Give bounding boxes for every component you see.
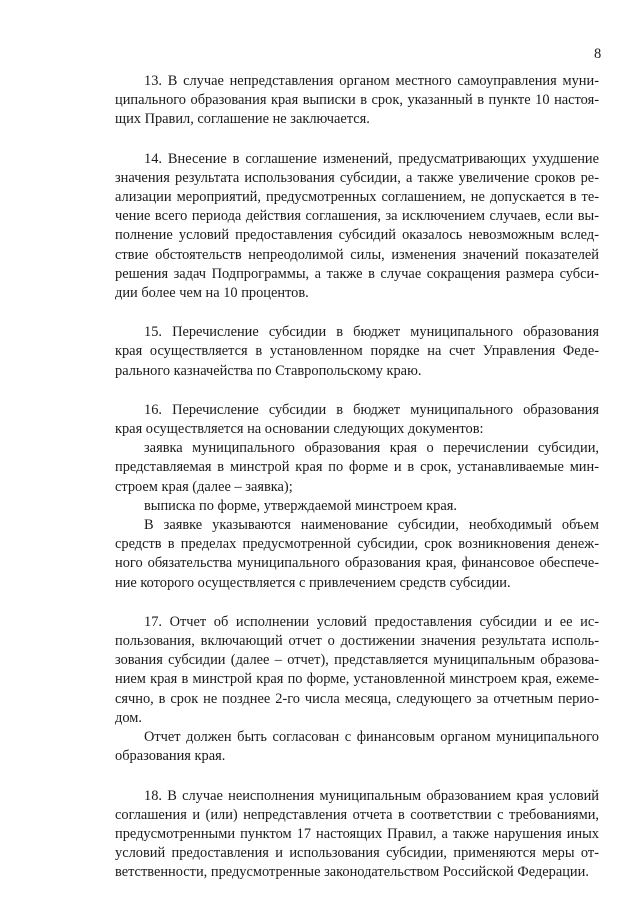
text-line: рального казначейства по Ставропольскому краю. — [115, 362, 422, 379]
paragraph-16 — [115, 401, 599, 593]
text-line: 16. Перечисление субсидии в бюджет муниципального образования — [144, 401, 599, 418]
text-line: ципального образования края выписки в срок, указанный в пункте 10 настоя- — [115, 92, 599, 109]
text-line: строем края (далее – заявка); — [115, 478, 293, 495]
paragraph-13 — [115, 72, 599, 130]
text-line: 13. В случае непредставления органом местного самоуправления муни- — [144, 73, 599, 89]
text-line: чение всего периода действия соглашения, за исключением случаев, если вы- — [115, 208, 599, 225]
text-line: полнение условий предоставления субсидий оказалось невозможным вслед- — [115, 227, 599, 244]
text-line: средств в пределах предусмотренной субсидии, срок возникновения денеж- — [115, 536, 599, 553]
text-line: решения задач Подпрограммы, а также в случае сокращения размера субси- — [115, 265, 599, 282]
paragraph-15 — [115, 323, 599, 381]
text-line: зования субсидии (далее – отчет), представляется муниципальным образова- — [115, 652, 599, 669]
text-line: 18. В случае неисполнения муниципальным образованием края условий — [144, 787, 599, 804]
text-line: соглашения и (или) непредставления отчета в соответствии с требованиями, — [115, 806, 599, 823]
document-body — [115, 72, 599, 883]
text-line: предусмотренными пунктом 17 настоящих Правил, а также нарушения иных — [115, 825, 599, 842]
text-line: края осуществляется на основании следующих документов: — [115, 421, 484, 438]
text-line: заявка муниципального образования края о перечислении субсидии, — [144, 440, 599, 457]
text-line: Отчет должен быть согласован с финансовым органом муниципального — [144, 729, 599, 746]
text-line: 17. Отчет об исполнении условий предоставления субсидии и ее ис- — [144, 613, 599, 630]
text-line: 14. Внесение в соглашение изменений, предусматривающих ухудшение — [144, 150, 599, 167]
text-line: нием края в минстрой края по форме, установленной минстроем края, ежеме- — [115, 671, 599, 688]
page-number: 8 — [594, 46, 602, 62]
text-line: значения результата использования субсидии, а также увеличение сроков ре- — [115, 169, 599, 186]
paragraph-17 — [115, 613, 599, 767]
text-line: выписка по форме, утверждаемой минстроем края. — [144, 497, 457, 514]
text-line: представляемая в минстрой края по форме и в срок, устанавливаемые мин- — [115, 459, 599, 476]
text-line: щих Правил, соглашение не заключается. — [115, 111, 370, 128]
paragraph-14 — [115, 150, 599, 304]
text-line: края осуществляется в установленном порядке на счет Управления Феде- — [115, 343, 599, 360]
paragraph-18 — [115, 787, 599, 883]
text-line: ствие обстоятельств непреодолимой силы, изменения значений показателей — [115, 246, 599, 263]
text-line: ного обязательства муниципального образования края, финансовое обеспече- — [115, 555, 599, 572]
text-line: пользования, включающий отчет о достижении значения результата исполь- — [115, 633, 599, 650]
text-line: дом. — [115, 709, 142, 726]
text-line: сячно, в срок не позднее 2-го числа месяца, следующего за отчетным перио- — [115, 690, 599, 707]
text-line: ветственности, предусмотренные законодательством Российской Федерации. — [115, 864, 589, 881]
text-line: В заявке указываются наименование субсидии, необходимый объем — [144, 517, 599, 534]
text-line: ализации мероприятий, предусмотренных соглашением, не допускается в те- — [115, 189, 599, 206]
text-line: образования края. — [115, 748, 226, 765]
text-line: ние которого осуществляется с привлечением средств субсидии. — [115, 574, 511, 591]
text-line: дии более чем на 10 процентов. — [115, 285, 309, 302]
text-line: 15. Перечисление субсидии в бюджет муниципального образования — [144, 324, 599, 341]
text-line: условий предоставления и использования субсидии, применяются меры от- — [115, 845, 599, 862]
